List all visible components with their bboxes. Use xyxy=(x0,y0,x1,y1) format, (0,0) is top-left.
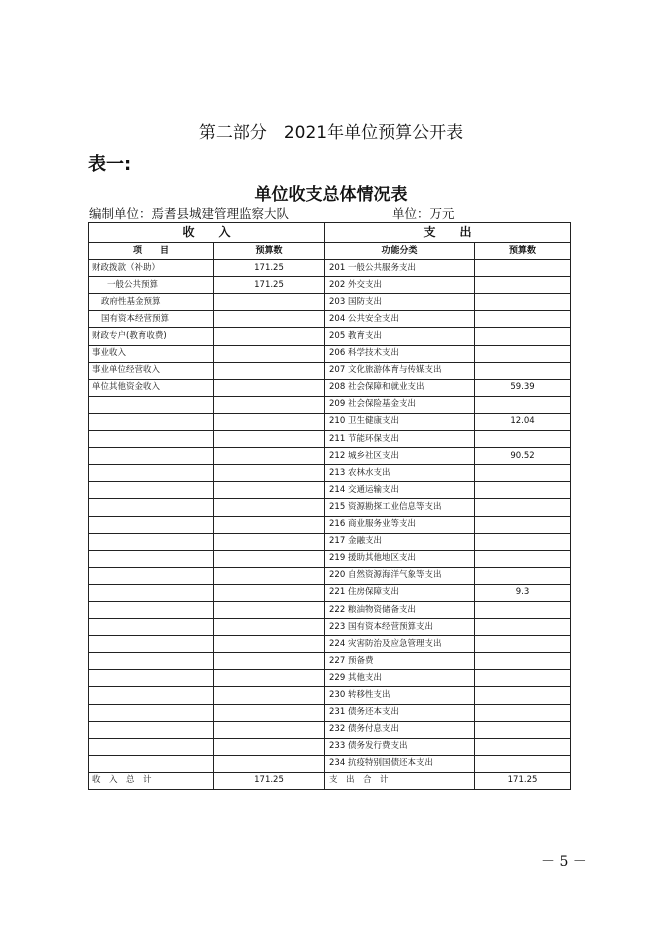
table-label: 表一: xyxy=(88,154,132,175)
income-value-cell xyxy=(214,567,325,584)
income-value-cell xyxy=(214,482,325,499)
expense-function-cell: 211 节能环保支出 xyxy=(325,431,475,448)
table-row xyxy=(89,738,571,755)
table-row xyxy=(89,584,571,601)
expense-value-cell xyxy=(475,567,571,584)
table-row xyxy=(89,345,571,362)
income-value-cell xyxy=(214,413,325,430)
income-item-cell: 国有资本经营预算 xyxy=(89,311,214,328)
expense-function-cell: 212 城乡社区支出 xyxy=(325,448,475,465)
income-item-cell: 事业单位经营收入 xyxy=(89,362,214,379)
expense-value-cell xyxy=(475,311,571,328)
table-row xyxy=(89,465,571,482)
table-row xyxy=(89,653,571,670)
expense-value-cell xyxy=(475,687,571,704)
col-func-header: 功能分类 xyxy=(325,243,475,260)
table-row xyxy=(89,413,571,430)
income-value-cell xyxy=(214,516,325,533)
expense-value-cell: 9.3 xyxy=(475,584,571,601)
table-row xyxy=(89,294,571,311)
expense-value-cell xyxy=(475,601,571,618)
income-value-cell xyxy=(214,448,325,465)
table-row xyxy=(89,550,571,567)
income-header: 收 入 xyxy=(89,223,325,243)
expense-function-cell: 224 灾害防治及应急管理支出 xyxy=(325,636,475,653)
income-item-cell: 财政专户(教育收费) xyxy=(89,328,214,345)
table-row xyxy=(89,619,571,636)
expense-function-cell: 205 教育支出 xyxy=(325,328,475,345)
expense-value-cell xyxy=(475,362,571,379)
expense-value-cell xyxy=(475,755,571,772)
income-value-cell xyxy=(214,345,325,362)
income-value-cell: 171.25 xyxy=(214,260,325,277)
expense-function-cell: 204 公共安全支出 xyxy=(325,311,475,328)
expense-function-cell: 217 金融支出 xyxy=(325,533,475,550)
income-item-cell xyxy=(89,619,214,636)
expense-function-cell: 209 社会保险基金支出 xyxy=(325,396,475,413)
expense-value-cell xyxy=(475,704,571,721)
income-value-cell xyxy=(214,362,325,379)
expense-value-cell: 12.04 xyxy=(475,413,571,430)
table-row xyxy=(89,533,571,550)
table-row xyxy=(89,721,571,738)
income-item-cell: 财政拨款（补助） xyxy=(89,260,214,277)
expense-value-cell xyxy=(475,345,571,362)
table-row xyxy=(89,379,571,396)
total-expense-label: 支 出 合 计 xyxy=(325,772,475,789)
expense-value-cell xyxy=(475,277,571,294)
expense-function-cell: 220 自然资源海洋气象等支出 xyxy=(325,567,475,584)
table-row xyxy=(89,567,571,584)
income-item-cell xyxy=(89,721,214,738)
expense-function-cell: 229 其他支出 xyxy=(325,670,475,687)
expense-function-cell: 216 商业服务业等支出 xyxy=(325,516,475,533)
income-item-cell: 事业收入 xyxy=(89,345,214,362)
income-item-cell xyxy=(89,413,214,430)
table-row xyxy=(89,670,571,687)
income-value-cell xyxy=(214,550,325,567)
expense-function-cell: 233 债务发行费支出 xyxy=(325,738,475,755)
income-item-cell xyxy=(89,533,214,550)
income-value-cell xyxy=(214,533,325,550)
table-row xyxy=(89,687,571,704)
income-value-cell xyxy=(214,755,325,772)
total-income-value: 171.25 xyxy=(214,772,325,789)
expense-value-cell xyxy=(475,294,571,311)
expense-value-cell xyxy=(475,396,571,413)
income-item-cell xyxy=(89,567,214,584)
income-item-cell xyxy=(89,636,214,653)
expense-function-cell: 219 援助其他地区支出 xyxy=(325,550,475,567)
expense-value-cell xyxy=(475,516,571,533)
expense-function-cell: 232 债务付息支出 xyxy=(325,721,475,738)
income-value-cell xyxy=(214,721,325,738)
expense-value-cell xyxy=(475,738,571,755)
table-row xyxy=(89,448,571,465)
expense-function-cell: 215 资源勘探工业信息等支出 xyxy=(325,499,475,516)
expense-function-cell: 234 抗疫特别国债还本支出 xyxy=(325,755,475,772)
expense-function-cell: 202 外交支出 xyxy=(325,277,475,294)
expense-function-cell: 221 住房保障支出 xyxy=(325,584,475,601)
table-row xyxy=(89,482,571,499)
table-row xyxy=(89,704,571,721)
expense-value-cell xyxy=(475,721,571,738)
expense-function-cell: 222 粮油物资储备支出 xyxy=(325,601,475,618)
compiling-unit: 编制单位：焉耆县城建管理监察大队 xyxy=(89,206,290,221)
expense-function-cell: 201 一般公共服务支出 xyxy=(325,260,475,277)
expense-value-cell xyxy=(475,431,571,448)
currency-unit: 单位：万元 xyxy=(392,206,455,221)
expense-function-cell: 223 国有资本经营预算支出 xyxy=(325,619,475,636)
document-title: 单位收支总体情况表 xyxy=(254,185,408,205)
income-item-cell xyxy=(89,448,214,465)
expense-function-cell: 214 交通运输支出 xyxy=(325,482,475,499)
expense-value-cell xyxy=(475,653,571,670)
col-budget2-header: 预算数 xyxy=(475,243,571,260)
income-item-cell xyxy=(89,755,214,772)
expense-header: 支 出 xyxy=(325,223,571,243)
table-row xyxy=(89,362,571,379)
income-item-cell xyxy=(89,584,214,601)
income-value-cell xyxy=(214,431,325,448)
expense-value-cell xyxy=(475,636,571,653)
table-row xyxy=(89,431,571,448)
col-budget-header: 预算数 xyxy=(214,243,325,260)
table-row xyxy=(89,755,571,772)
income-value-cell xyxy=(214,499,325,516)
table-row xyxy=(89,328,571,345)
income-value-cell xyxy=(214,636,325,653)
income-item-cell xyxy=(89,550,214,567)
income-value-cell xyxy=(214,294,325,311)
table-row xyxy=(89,396,571,413)
income-value-cell xyxy=(214,670,325,687)
table-row xyxy=(89,636,571,653)
expense-value-cell xyxy=(475,328,571,345)
table-row xyxy=(89,499,571,516)
income-item-cell xyxy=(89,670,214,687)
income-item-cell xyxy=(89,482,214,499)
income-item-cell xyxy=(89,687,214,704)
table-row xyxy=(89,516,571,533)
budget-table xyxy=(88,222,571,790)
table-row xyxy=(89,277,571,294)
expense-value-cell xyxy=(475,499,571,516)
income-item-cell: 单位其他资金收入 xyxy=(89,379,214,396)
page-number: － 5 － xyxy=(541,854,587,870)
expense-value-cell xyxy=(475,619,571,636)
income-value-cell xyxy=(214,379,325,396)
expense-function-cell: 227 预备费 xyxy=(325,653,475,670)
income-item-cell xyxy=(89,601,214,618)
income-value-cell xyxy=(214,396,325,413)
income-value-cell xyxy=(214,738,325,755)
income-value-cell xyxy=(214,687,325,704)
column-header-row xyxy=(89,243,571,260)
income-value-cell xyxy=(214,619,325,636)
income-value-cell xyxy=(214,465,325,482)
table-row xyxy=(89,260,571,277)
expense-value-cell xyxy=(475,465,571,482)
expense-function-cell: 210 卫生健康支出 xyxy=(325,413,475,430)
income-value-cell xyxy=(214,653,325,670)
income-value-cell xyxy=(214,704,325,721)
expense-function-cell: 231 债务还本支出 xyxy=(325,704,475,721)
income-item-cell xyxy=(89,396,214,413)
expense-value-cell: 59.39 xyxy=(475,379,571,396)
expense-value-cell xyxy=(475,482,571,499)
income-value-cell xyxy=(214,601,325,618)
income-value-cell xyxy=(214,311,325,328)
expense-value-cell xyxy=(475,670,571,687)
income-item-cell xyxy=(89,738,214,755)
col-item-header: 项 目 xyxy=(89,243,214,260)
expense-function-cell: 207 文化旅游体育与传媒支出 xyxy=(325,362,475,379)
income-item-cell xyxy=(89,431,214,448)
expense-function-cell: 213 农林水支出 xyxy=(325,465,475,482)
income-item-cell: 一般公共预算 xyxy=(89,277,214,294)
total-expense-value: 171.25 xyxy=(475,772,571,789)
expense-function-cell: 206 科学技术支出 xyxy=(325,345,475,362)
table-header-row xyxy=(89,223,571,243)
total-row xyxy=(89,772,571,789)
table-row xyxy=(89,601,571,618)
income-item-cell xyxy=(89,516,214,533)
expense-value-cell xyxy=(475,260,571,277)
expense-value-cell xyxy=(475,533,571,550)
income-item-cell: 政府性基金预算 xyxy=(89,294,214,311)
income-item-cell xyxy=(89,499,214,516)
income-item-cell xyxy=(89,465,214,482)
income-value-cell: 171.25 xyxy=(214,277,325,294)
expense-function-cell: 230 转移性支出 xyxy=(325,687,475,704)
expense-function-cell: 203 国防支出 xyxy=(325,294,475,311)
income-value-cell xyxy=(214,584,325,601)
income-item-cell xyxy=(89,653,214,670)
expense-value-cell xyxy=(475,550,571,567)
income-item-cell xyxy=(89,704,214,721)
expense-function-cell: 208 社会保障和就业支出 xyxy=(325,379,475,396)
total-income-label: 收 入 总 计 xyxy=(89,772,214,789)
expense-value-cell: 90.52 xyxy=(475,448,571,465)
income-value-cell xyxy=(214,328,325,345)
table-row xyxy=(89,311,571,328)
part-title: 第二部分 2021年单位预算公开表 xyxy=(198,123,464,143)
